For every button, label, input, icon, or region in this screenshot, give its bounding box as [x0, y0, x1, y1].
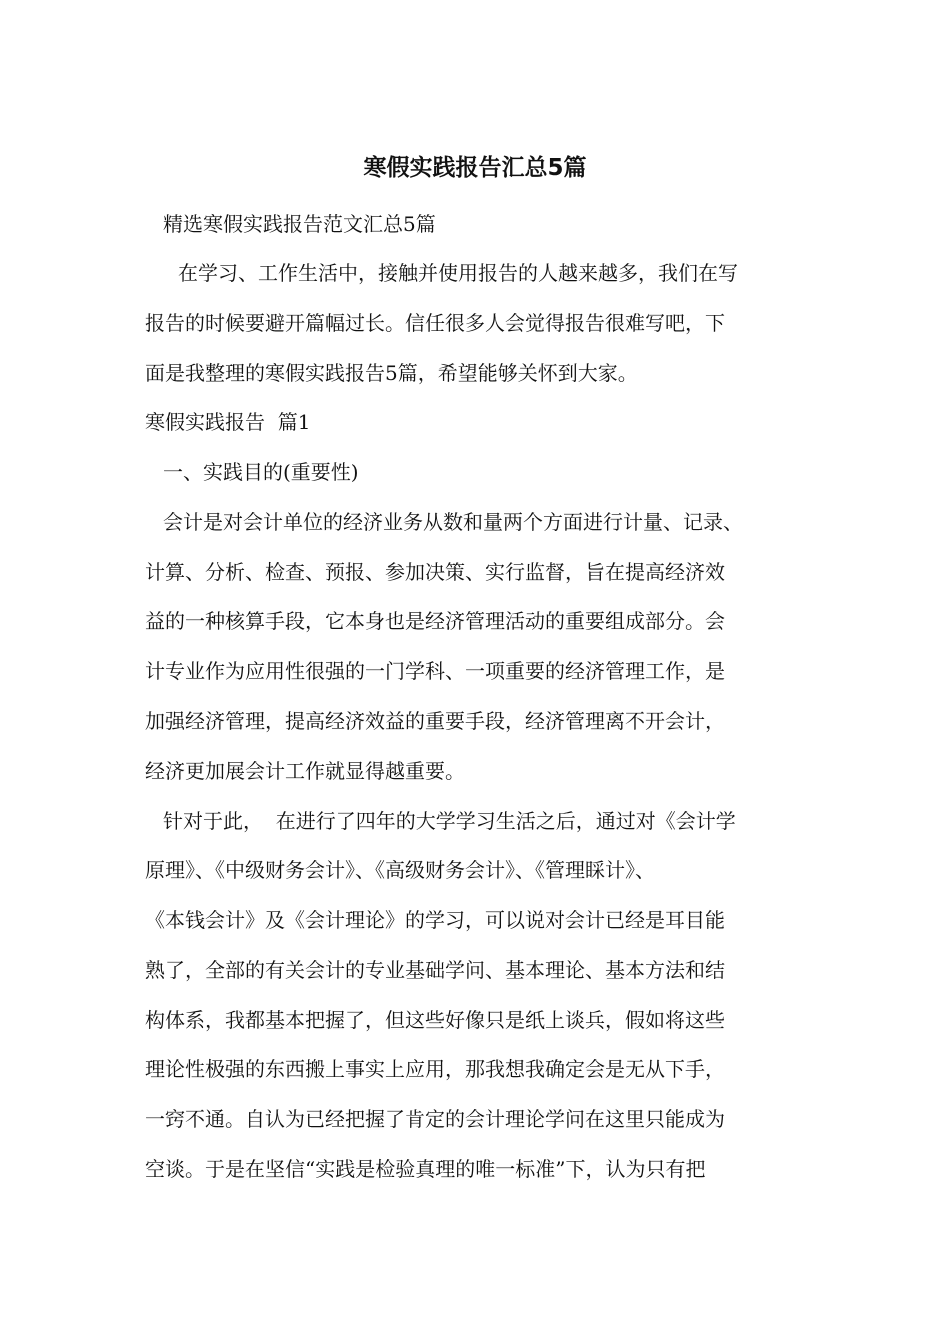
paragraph-line: 计算、分析、检查、预报、参加决策、实行监督，旨在提高经济效: [145, 560, 725, 584]
paragraph-line: 构体系，我都基本把握了，但这些好像只是纸上谈兵，假如将这些: [145, 1008, 725, 1032]
paragraph-line: 理论性极强的东西搬上事实上应用，那我想我确定会是无从下手，: [145, 1057, 725, 1081]
paragraph-line: 经济更加展会计工作就显得越重要。: [145, 759, 465, 783]
paragraph-line: 一窍不通。自认为已经把握了肯定的会计理论学问在这里只能成为: [145, 1107, 725, 1131]
paragraph-line: 计专业作为应用性很强的一门学科、一项重要的经济管理工作，是: [145, 659, 725, 683]
paragraph-line: 原理》、《中级财务会计》、《高级财务会计》、《管理睬计》、: [145, 858, 655, 882]
paragraph-line: 针对于此， 在进行了四年的大学学习生活之后，通过对《会计学: [163, 809, 736, 833]
subtitle-line: 精选寒假实践报告范文汇总5篇: [163, 212, 436, 236]
paragraph-line: 益的一种核算手段，它本身也是经济管理活动的重要组成部分。会: [145, 609, 725, 633]
subsection-heading: 一、实践目的(重要性): [163, 460, 359, 484]
paragraph-line: 会计是对会计单位的经济业务从数和量两个方面进行计量、记录、: [163, 510, 743, 534]
paragraph-line: 面是我整理的寒假实践报告5篇，希望能够关怀到大家。: [145, 361, 638, 385]
section-heading: 寒假实践报告 篇1: [145, 410, 311, 434]
paragraph-line: 熟了，全部的有关会计的专业基础学问、基本理论、基本方法和结: [145, 958, 725, 982]
paragraph-line: 《本钱会计》及《会计理论》的学习，可以说对会计已经是耳目能: [145, 908, 725, 932]
paragraph-line: 报告的时候要避开篇幅过长。信任很多人会觉得报告很难写吧，下: [145, 311, 725, 335]
paragraph-line: 在学习、工作生活中，接触并使用报告的人越来越多，我们在写: [178, 261, 738, 285]
paragraph-line: 加强经济管理，提高经济效益的重要手段，经济管理离不开会计，: [145, 709, 725, 733]
paragraph-line: 空谈。于是在坚信“实践是检验真理的唯一标准”下，认为只有把: [145, 1157, 706, 1181]
document-title: 寒假实践报告汇总5篇: [363, 155, 587, 181]
